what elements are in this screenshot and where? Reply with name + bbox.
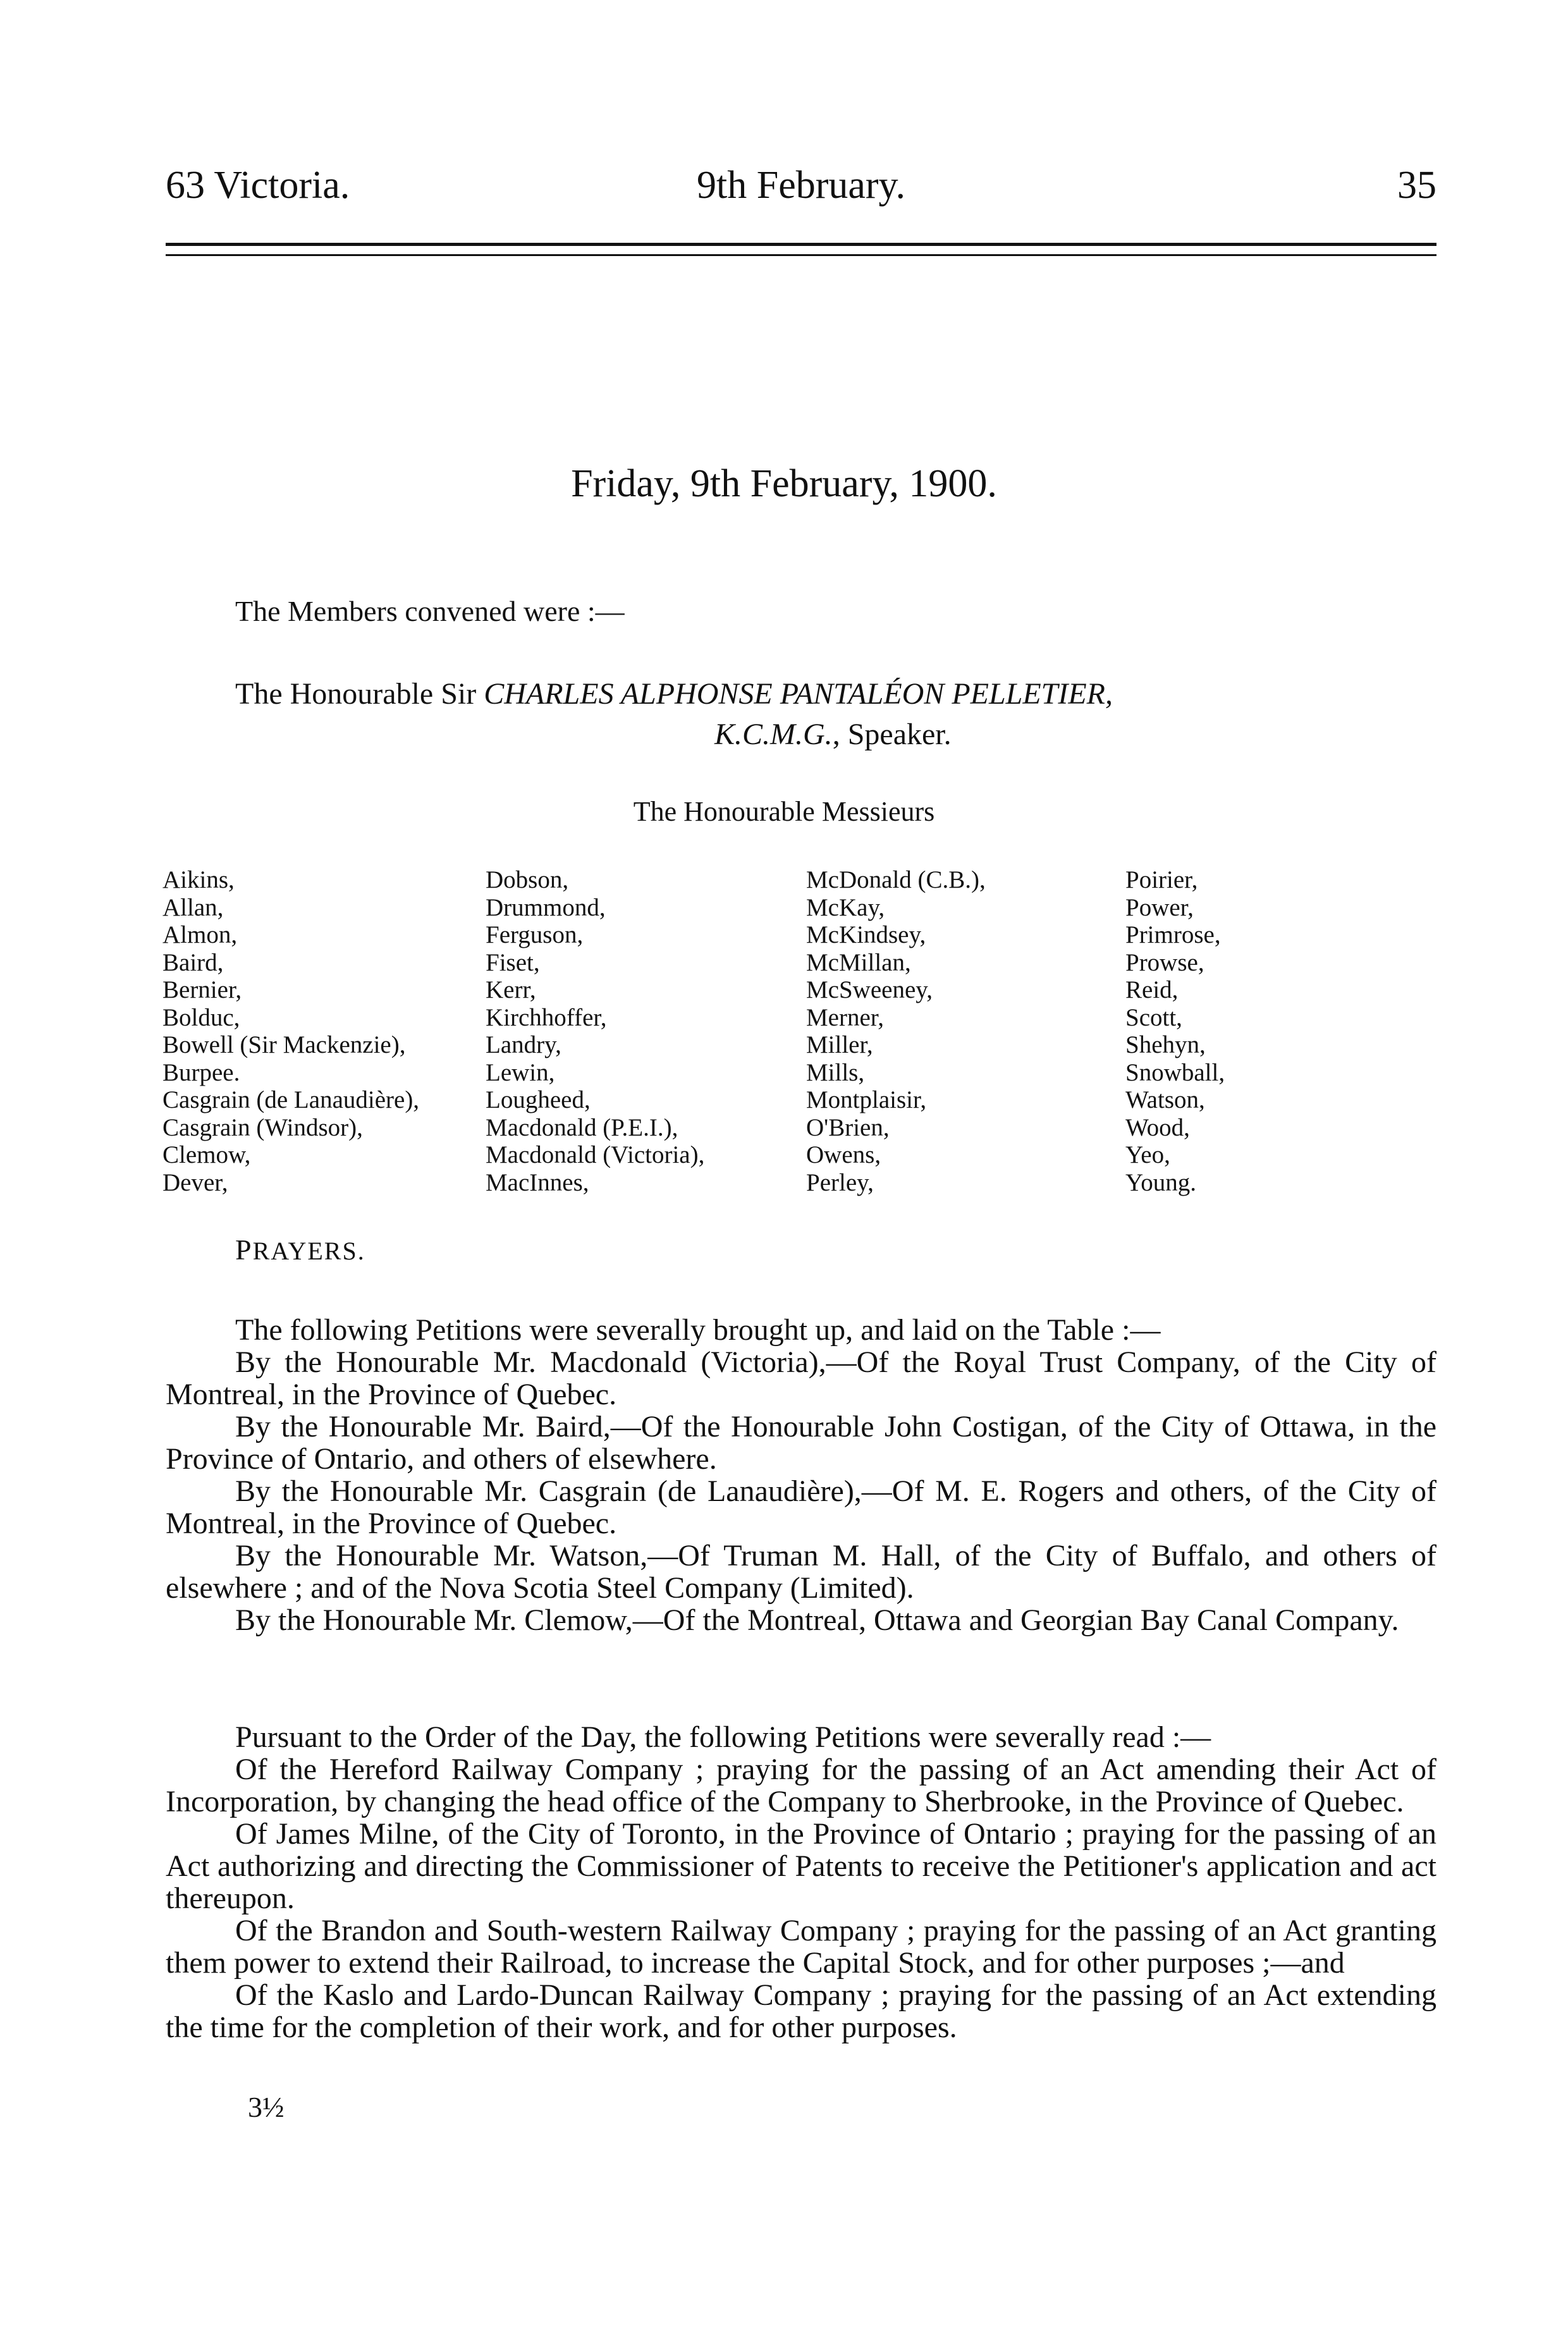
member-name: Merner,	[806, 1003, 884, 1031]
member-name: Snowball,	[1125, 1058, 1225, 1086]
paragraph: By the Honourable Mr. Macdonald (Victoria),—Of the Royal Trust Company, of the City of Montreal, in the Province of Quebec.	[166, 1345, 1436, 1411]
speaker-honours: K.C.M.G.	[714, 718, 833, 751]
members-column-1	[162, 866, 419, 1196]
member-name: Almon,	[162, 921, 238, 948]
header-date: 9th February.	[696, 164, 905, 207]
member-name: McMillan,	[806, 948, 911, 976]
member-name: Young.	[1125, 1168, 1197, 1196]
members-column-2	[486, 866, 704, 1196]
running-header	[166, 163, 1436, 220]
member-name: Mills,	[806, 1058, 865, 1086]
speaker-name: CHARLES ALPHONSE PANTALÉON PELLETIER,	[484, 677, 1113, 711]
paragraph: Pursuant to the Order of the Day, the following Petitions were severally read :—	[235, 1720, 1211, 1754]
member-name: Watson,	[1125, 1086, 1205, 1113]
header-rule-thick	[166, 243, 1436, 246]
paragraph: By the Honourable Mr. Casgrain (de Lanaudière),—Of M. E. Rogers and others, of the City of Montreal, in the Province of Quebec.	[166, 1474, 1436, 1540]
messieurs-heading: The Honourable Messieurs	[633, 796, 935, 827]
member-name: Bolduc,	[162, 1003, 240, 1031]
member-name: Montplaisir,	[806, 1086, 927, 1113]
prayers-rest: RAYERS.	[252, 1237, 365, 1265]
member-name: Fiset,	[486, 948, 540, 976]
member-name: Wood,	[1125, 1113, 1190, 1141]
member-name: Lewin,	[486, 1058, 555, 1086]
member-name: Reid,	[1125, 976, 1179, 1003]
date-heading: Friday, 9th February, 1900.	[571, 462, 997, 505]
member-name: Macdonald (P.E.I.),	[486, 1113, 678, 1141]
prayers-heading	[235, 1233, 365, 1266]
member-name: Lougheed,	[486, 1086, 591, 1113]
header-rule-thin	[166, 254, 1436, 256]
member-name: Prowse,	[1125, 948, 1204, 976]
member-name: Primrose,	[1125, 921, 1221, 948]
member-name: Dobson,	[486, 866, 569, 893]
member-name: Owens,	[806, 1141, 881, 1168]
member-name: Miller,	[806, 1031, 873, 1058]
petitions-presented-section	[166, 1314, 1436, 1636]
paragraph: By the Honourable Mr. Baird,—Of the Honourable John Costigan, of the City of Ottawa, in the Province of Ontario, and others of elsewhere.	[166, 1410, 1436, 1476]
speaker-line	[235, 674, 1436, 755]
member-name: McKay,	[806, 893, 885, 921]
member-name: Yeo,	[1125, 1141, 1170, 1168]
member-name: Dever,	[162, 1168, 228, 1196]
member-name: Macdonald (Victoria),	[486, 1141, 705, 1168]
petitions-read-section	[166, 1721, 1436, 2043]
member-name: Casgrain (Windsor),	[162, 1113, 363, 1141]
member-name: Bowell (Sir Mackenzie),	[162, 1031, 406, 1058]
member-name: Landry,	[486, 1031, 561, 1058]
member-name: Ferguson,	[486, 921, 584, 948]
member-name: Clemow,	[162, 1141, 251, 1168]
member-name: O'Brien,	[806, 1113, 890, 1141]
speaker-suffix: , Speaker.	[832, 718, 952, 751]
member-name: Bernier,	[162, 976, 242, 1003]
prayers-initial: P	[235, 1234, 253, 1266]
member-name: Baird,	[162, 948, 224, 976]
member-name: Drummond,	[486, 893, 606, 921]
member-name: McDonald (C.B.),	[806, 866, 986, 893]
paragraph: Of the Kaslo and Lardo-Duncan Railway Company ; praying for the passing of an Act extending the time for the completion of their work, and for other purposes.	[166, 1978, 1436, 2044]
member-name: Kerr,	[486, 976, 536, 1003]
member-name: Scott,	[1125, 1003, 1182, 1031]
member-name: Casgrain (de Lanaudière),	[162, 1086, 420, 1113]
paragraph: By the Honourable Mr. Clemow,—Of the Montreal, Ottawa and Georgian Bay Canal Company.	[235, 1603, 1399, 1637]
paragraph: Of James Milne, of the City of Toronto, in the Province of Ontario ; praying for the passing of an Act authorizing and directing the Commissioner of Patents to receive the Petitioner's application and act thereupon.	[166, 1817, 1436, 1915]
member-name: Perley,	[806, 1168, 874, 1196]
member-name: Kirchhoffer,	[486, 1003, 607, 1031]
paragraph: Of the Hereford Railway Company ; praying for the passing of an Act amending their Act of Incorporation, by changing the head office of the Company to Sherbrooke, in the Province of Quebec.	[166, 1753, 1436, 1818]
member-name: Burpee.	[162, 1058, 240, 1086]
member-name: MacInnes,	[486, 1168, 589, 1196]
member-name: Power,	[1125, 893, 1194, 921]
member-name: Allan,	[162, 893, 224, 921]
members-column-3	[806, 866, 986, 1196]
member-name: McKindsey,	[806, 921, 926, 948]
paragraph: Of the Brandon and South-western Railway Company ; praying for the passing of an Act granting them power to extend their Railroad, to increase the Capital Stock, and for other purposes ;—and	[166, 1914, 1436, 1980]
members-column-4	[1125, 866, 1225, 1196]
member-name: Poirier,	[1125, 866, 1198, 893]
page-number: 35	[1397, 164, 1436, 207]
signature-mark: 3½	[248, 2091, 285, 2123]
members-convened-line: The Members convened were :—	[235, 595, 625, 627]
member-name: Shehyn,	[1125, 1031, 1206, 1058]
speaker-prefix: The Honourable Sir	[235, 677, 484, 711]
member-name: Aikins,	[162, 866, 235, 893]
header-volume: 63 Victoria.	[166, 164, 350, 207]
paragraph: By the Honourable Mr. Watson,—Of Truman M. Hall, of the City of Buffalo, and others of elsewhere ; and of the Nova Scotia Steel Company (Limited).	[166, 1539, 1436, 1605]
member-name: McSweeney,	[806, 976, 933, 1003]
paragraph: The following Petitions were severally brought up, and laid on the Table :—	[235, 1313, 1161, 1347]
